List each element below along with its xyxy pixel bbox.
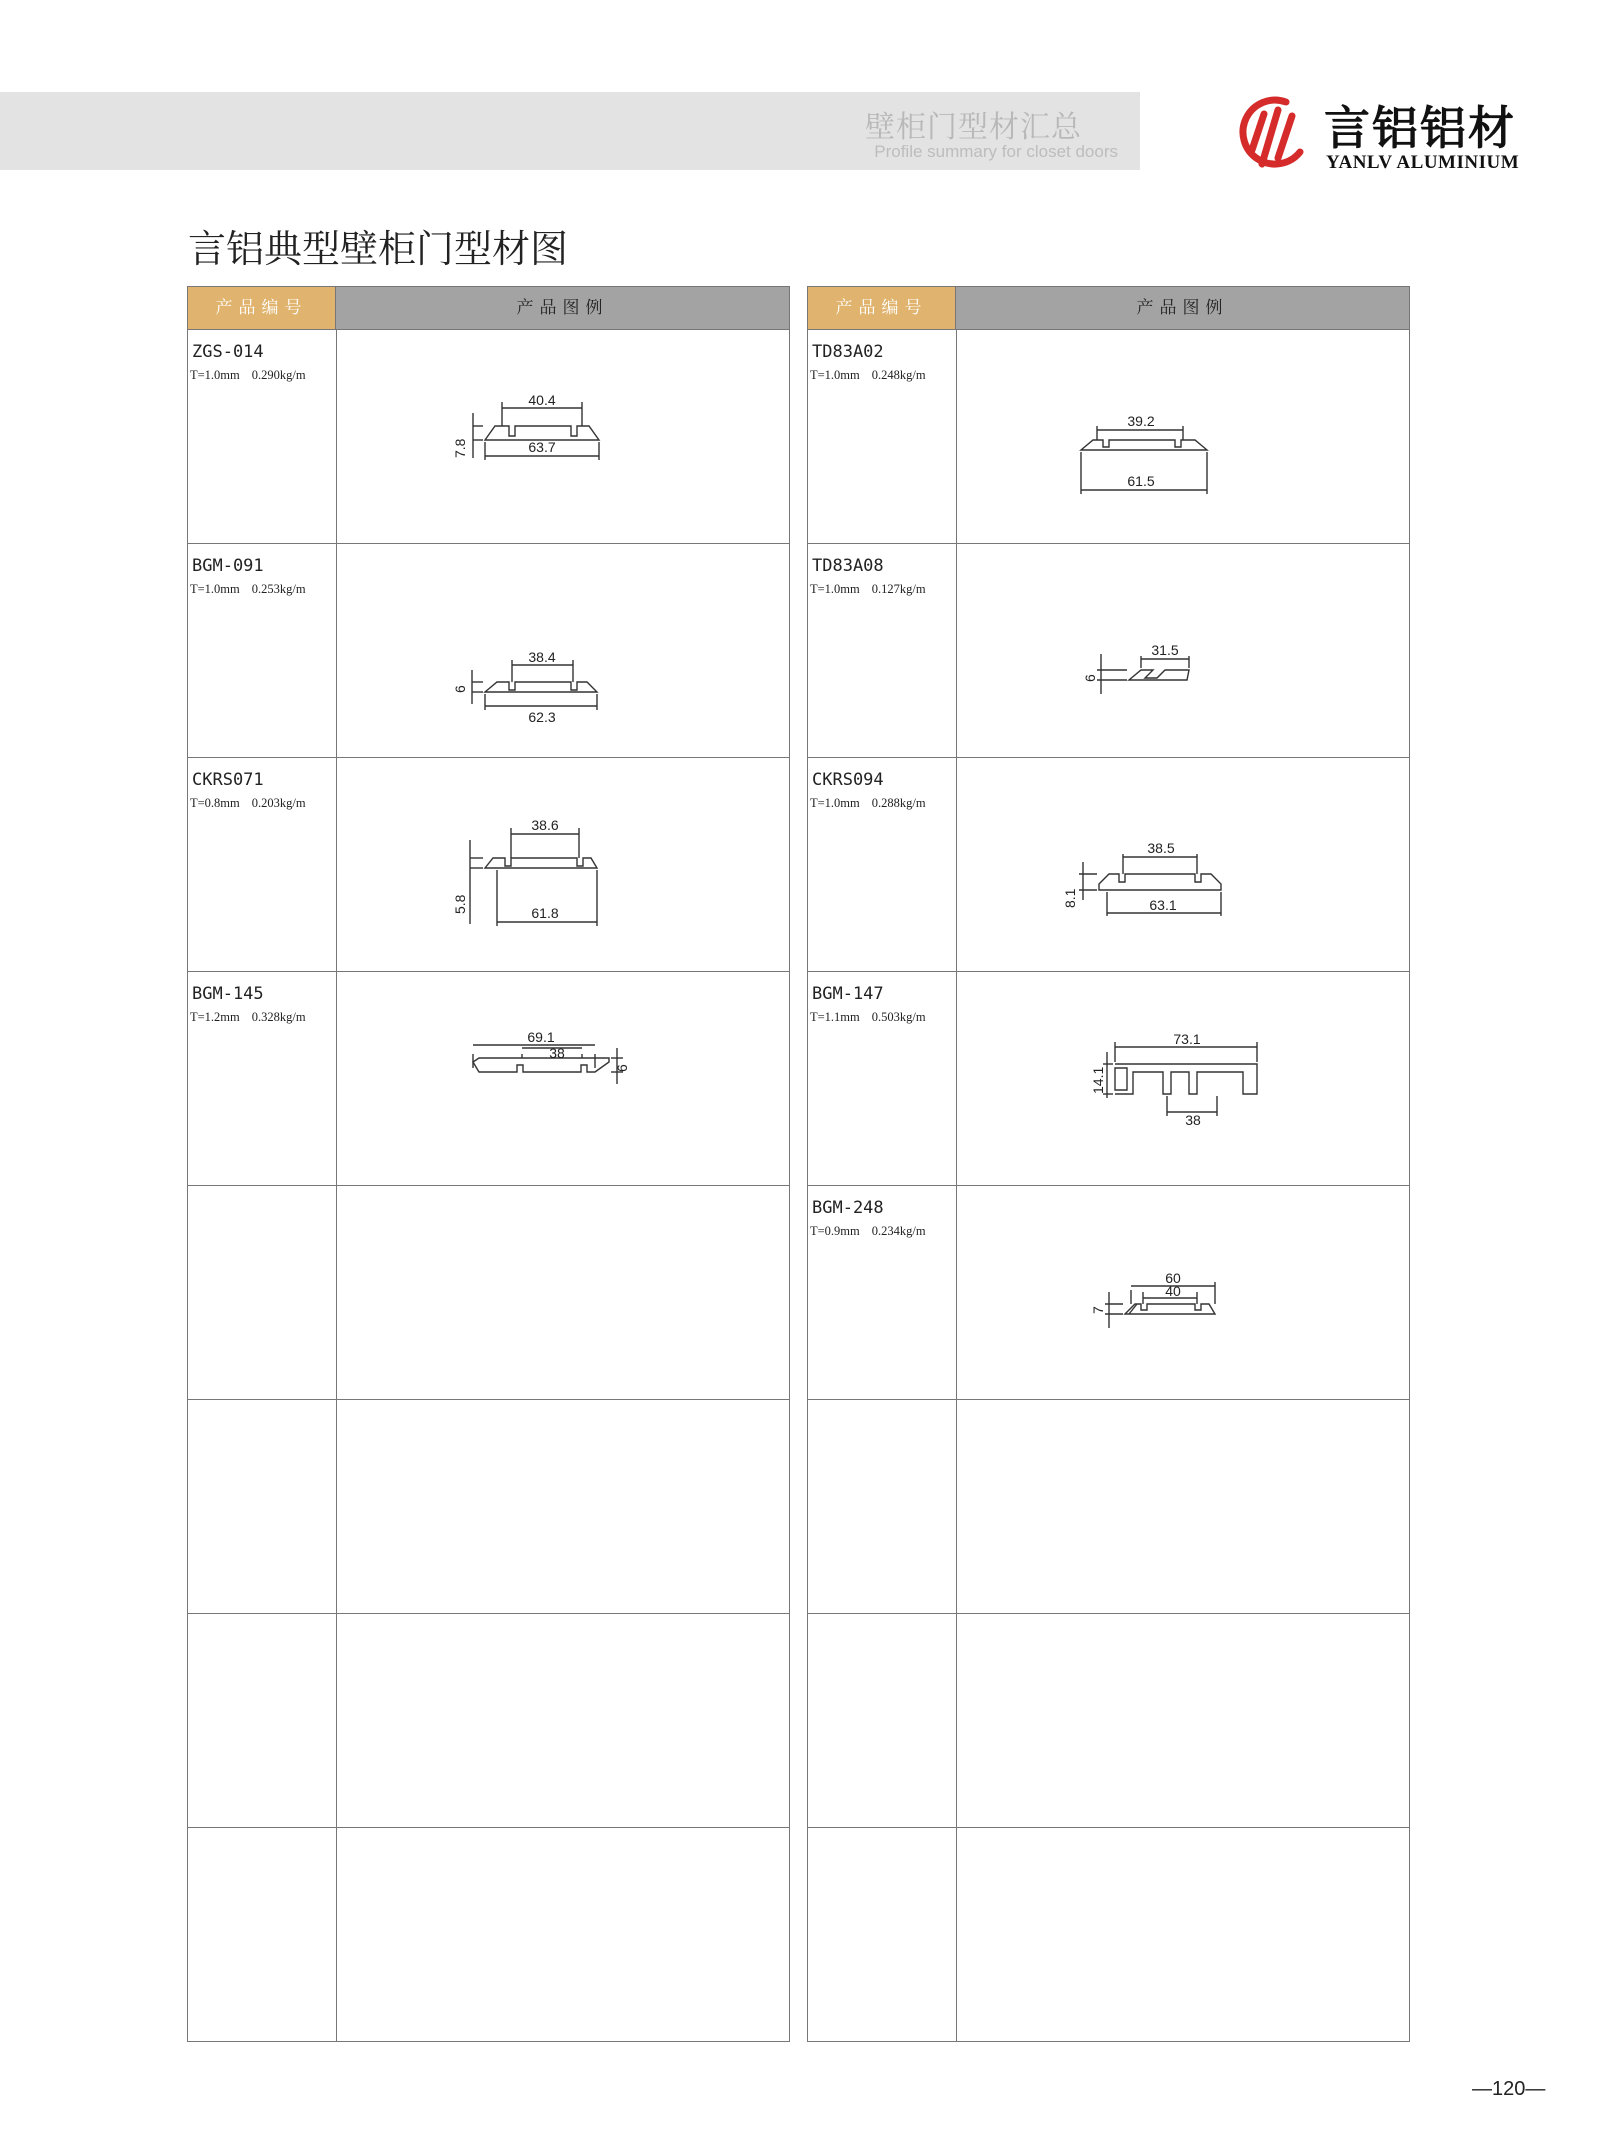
brand-logo	[1238, 92, 1538, 180]
product-spec: T=1.0mm 0.248kg/m	[810, 368, 926, 382]
header-banner	[0, 92, 1140, 170]
svg-text:73.1: 73.1	[1173, 1031, 1201, 1047]
header-code: 产品编号	[808, 287, 956, 329]
svg-text:63.7: 63.7	[528, 439, 556, 455]
svg-text:38.4: 38.4	[528, 649, 556, 665]
product-code: TD83A02	[812, 342, 884, 362]
svg-text:40: 40	[1165, 1283, 1181, 1299]
svg-text:7: 7	[1090, 1306, 1106, 1314]
page-number: —120—	[1472, 2078, 1546, 2100]
banner-title-cn: 壁柜门型材汇总	[865, 110, 1082, 145]
svg-text:14.1: 14.1	[1090, 1066, 1106, 1094]
svg-text:5.8: 5.8	[452, 894, 468, 914]
table-row	[808, 1827, 1409, 2041]
product-spec: T=1.0mm 0.290kg/m	[190, 368, 306, 382]
profile-drawing	[957, 330, 1411, 543]
product-code: TD83A08	[812, 556, 884, 576]
svg-text:69.1: 69.1	[527, 1029, 555, 1045]
product-code: BGM-248	[812, 1198, 884, 1218]
header-image: 产品图例	[956, 287, 1409, 329]
product-code: ZGS-014	[192, 342, 264, 362]
product-code: CKRS071	[192, 770, 264, 790]
profile-drawing	[337, 544, 791, 757]
profile-table-right	[807, 286, 1410, 2042]
table-row	[808, 757, 1409, 971]
banner-title-en: Profile summary for closet doors	[874, 142, 1118, 161]
table-row	[188, 543, 789, 757]
product-spec: T=1.0mm 0.288kg/m	[810, 796, 926, 810]
product-spec: T=1.1mm 0.503kg/m	[810, 1010, 926, 1024]
product-code: BGM-091	[192, 556, 264, 576]
table-row	[188, 1613, 789, 1827]
table-row	[188, 1185, 789, 1399]
profile-drawing	[337, 330, 791, 543]
table-row	[808, 329, 1409, 543]
table-row	[808, 1399, 1409, 1613]
table-row	[188, 757, 789, 971]
product-spec: T=0.8mm 0.203kg/m	[190, 796, 306, 810]
svg-text:38.6: 38.6	[531, 817, 559, 833]
profile-drawing	[957, 972, 1411, 1185]
brand-name-cn: 言铝铝材	[1324, 101, 1516, 155]
product-spec: T=1.0mm 0.127kg/m	[810, 582, 926, 596]
brand-mark-icon	[1238, 92, 1314, 176]
brand-name-en: YANLV ALUMINIUM	[1326, 152, 1520, 173]
svg-text:31.5: 31.5	[1151, 642, 1179, 658]
product-code: CKRS094	[812, 770, 884, 790]
profile-table-left	[187, 286, 790, 2042]
table-row	[188, 1399, 789, 1613]
product-spec: T=0.9mm 0.234kg/m	[810, 1224, 926, 1238]
table-row	[808, 543, 1409, 757]
profile-drawing	[957, 1186, 1411, 1399]
svg-text:38.5: 38.5	[1147, 840, 1175, 856]
svg-text:61.8: 61.8	[531, 905, 559, 921]
table-row	[188, 971, 789, 1185]
table-row	[188, 1827, 789, 2041]
svg-text:62.3: 62.3	[528, 709, 556, 725]
svg-text:60: 60	[1165, 1270, 1181, 1286]
profile-drawing	[337, 972, 791, 1185]
product-code: BGM-145	[192, 984, 264, 1004]
svg-text:6: 6	[1082, 674, 1098, 682]
svg-text:6: 6	[614, 1064, 630, 1072]
product-code: BGM-147	[812, 984, 884, 1004]
table-row	[808, 1613, 1409, 1827]
svg-text:40.4: 40.4	[528, 392, 556, 408]
product-spec: T=1.0mm 0.253kg/m	[190, 582, 306, 596]
table-header	[808, 287, 1409, 329]
svg-text:38: 38	[549, 1045, 565, 1061]
svg-text:39.2: 39.2	[1127, 413, 1155, 429]
svg-text:63.1: 63.1	[1149, 897, 1177, 913]
table-row	[188, 329, 789, 543]
svg-text:38: 38	[1185, 1112, 1201, 1128]
table-header	[188, 287, 789, 329]
header-image: 产品图例	[336, 287, 789, 329]
header-code: 产品编号	[188, 287, 336, 329]
profile-drawing	[957, 544, 1411, 757]
svg-text:7.8: 7.8	[452, 438, 468, 458]
page-title: 言铝典型壁柜门型材图	[188, 227, 569, 271]
svg-text:8.1: 8.1	[1062, 888, 1078, 908]
profile-drawing	[337, 758, 791, 971]
product-spec: T=1.2mm 0.328kg/m	[190, 1010, 306, 1024]
table-row	[808, 971, 1409, 1185]
table-row	[808, 1185, 1409, 1399]
svg-text:61.5: 61.5	[1127, 473, 1155, 489]
profile-drawing	[957, 758, 1411, 971]
svg-text:6: 6	[452, 685, 468, 693]
